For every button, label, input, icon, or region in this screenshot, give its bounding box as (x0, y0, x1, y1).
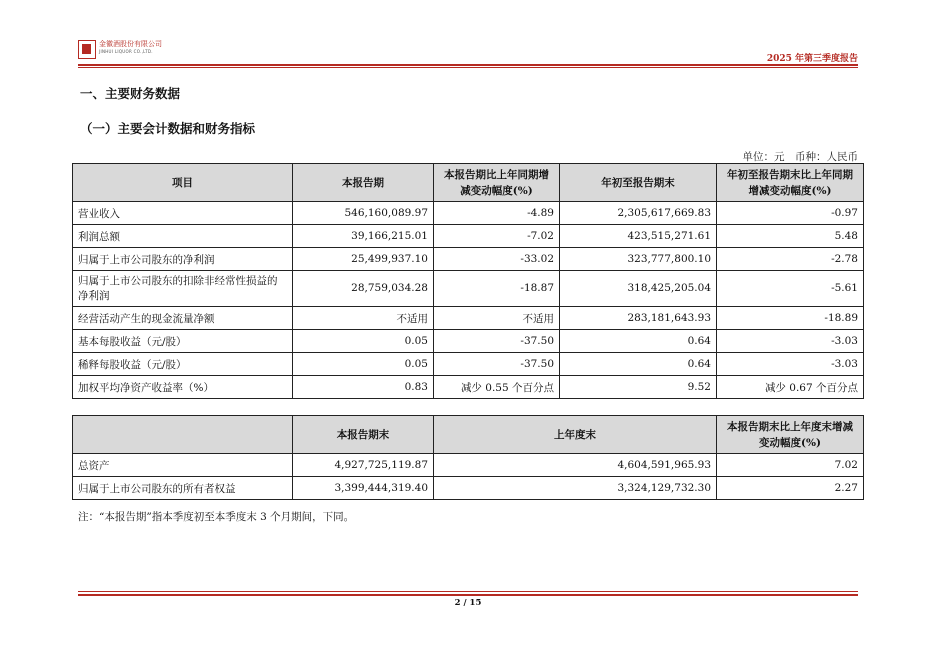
cell-value: -4.89 (434, 202, 560, 225)
cell-value: 9.52 (560, 376, 717, 399)
header-ytd-yoy-change: 年初至报告期末比上年同期增减变动幅度(%) (717, 164, 864, 202)
company-logo (78, 40, 162, 62)
row-label: 利润总额 (73, 225, 293, 248)
row-label: 加权平均净资产收益率（%） (73, 376, 293, 399)
cell-value: 318,425,205.04 (560, 271, 717, 307)
cell-value: 2,305,617,669.83 (560, 202, 717, 225)
header-period-end: 本报告期末 (293, 416, 434, 454)
cell-value: -7.02 (434, 225, 560, 248)
cell-value: 减少 0.55 个百分点 (434, 376, 560, 399)
cell-value: 2.27 (717, 477, 864, 500)
cell-value: 5.48 (717, 225, 864, 248)
cell-value: 25,499,937.10 (293, 248, 434, 271)
row-label: 稀释每股收益（元/股） (73, 353, 293, 376)
header-current-yoy-change: 本报告期比上年同期增减变动幅度(%) (434, 164, 560, 202)
table-row (73, 202, 864, 225)
row-label: 基本每股收益（元/股） (73, 330, 293, 353)
table-row (73, 353, 864, 376)
footer-divider (78, 594, 858, 596)
cell-value: -37.50 (434, 353, 560, 376)
cell-value: 546,160,089.97 (293, 202, 434, 225)
header-prior-year-end: 上年度末 (434, 416, 717, 454)
footer-divider-thin (78, 591, 858, 592)
cell-value: 4,927,725,119.87 (293, 454, 434, 477)
header-current-period: 本报告期 (293, 164, 434, 202)
cell-value: 减少 0.67 个百分点 (717, 376, 864, 399)
cell-value: 323,777,800.10 (560, 248, 717, 271)
footnote: 注：“本报告期”指本季度初至本季度末 3 个月期间，下同。 (78, 511, 355, 523)
cell-value: 423,515,271.61 (560, 225, 717, 248)
cell-value: 不适用 (293, 307, 434, 330)
header-divider (78, 64, 858, 66)
cell-value: -0.97 (717, 202, 864, 225)
table-row (73, 330, 864, 353)
table-row (73, 225, 864, 248)
row-label: 归属于上市公司股东的净利润 (73, 248, 293, 271)
logo-text-cn: 金徽酒股份有限公司 (99, 40, 162, 48)
cell-value: 283,181,643.93 (560, 307, 717, 330)
subsection-title: （一）主要会计数据和财务指标 (80, 121, 256, 136)
report-title: 2025 年第三季度报告 (766, 54, 858, 64)
cell-value: -18.87 (434, 271, 560, 307)
table-header-row (73, 416, 864, 454)
row-label: 归属于上市公司股东的所有者权益 (73, 477, 293, 500)
cell-value: -5.61 (717, 271, 864, 307)
cell-value: 7.02 (717, 454, 864, 477)
financial-indicators-table (72, 163, 864, 399)
cell-value: -3.03 (717, 330, 864, 353)
cell-value: 0.05 (293, 353, 434, 376)
unit-currency-line: 单位：元 币种：人民币 (742, 151, 858, 163)
table-row (73, 376, 864, 399)
table-row (73, 477, 864, 500)
cell-value: 3,399,444,319.40 (293, 477, 434, 500)
cell-value: 28,759,034.28 (293, 271, 434, 307)
page-header (78, 40, 858, 64)
cell-value: 不适用 (434, 307, 560, 330)
cell-value: 0.64 (560, 330, 717, 353)
row-label: 总资产 (73, 454, 293, 477)
cell-value: 3,324,129,732.30 (434, 477, 717, 500)
table-header-row (73, 164, 864, 202)
cell-value: 4,604,591,965.93 (434, 454, 717, 477)
cell-value: -2.78 (717, 248, 864, 271)
cell-value: 0.64 (560, 353, 717, 376)
header-item: 项目 (73, 164, 293, 202)
cell-value: 0.83 (293, 376, 434, 399)
cell-value: -3.03 (717, 353, 864, 376)
header-blank (73, 416, 293, 454)
section-title: 一、主要财务数据 (80, 86, 181, 101)
table-row (73, 307, 864, 330)
table-row (73, 248, 864, 271)
cell-value: 0.05 (293, 330, 434, 353)
header-year-to-date: 年初至报告期末 (560, 164, 717, 202)
header-change: 本报告期末比上年度末增减变动幅度(%) (717, 416, 864, 454)
cell-value: -37.50 (434, 330, 560, 353)
cell-value: 39,166,215.01 (293, 225, 434, 248)
logo-text-en: JINHUI LIQUOR CO.,LTD. (99, 49, 153, 54)
table-row (73, 271, 864, 307)
page-number: 2 / 15 (454, 598, 482, 608)
header-divider-thin (78, 67, 858, 68)
balance-sheet-table (72, 415, 864, 500)
logo-icon (78, 40, 96, 59)
cell-value: -33.02 (434, 248, 560, 271)
row-label: 经营活动产生的现金流量净额 (73, 307, 293, 330)
row-label: 归属于上市公司股东的扣除非经常性损益的净利润 (73, 271, 293, 307)
table-row (73, 454, 864, 477)
cell-value: -18.89 (717, 307, 864, 330)
row-label: 营业收入 (73, 202, 293, 225)
